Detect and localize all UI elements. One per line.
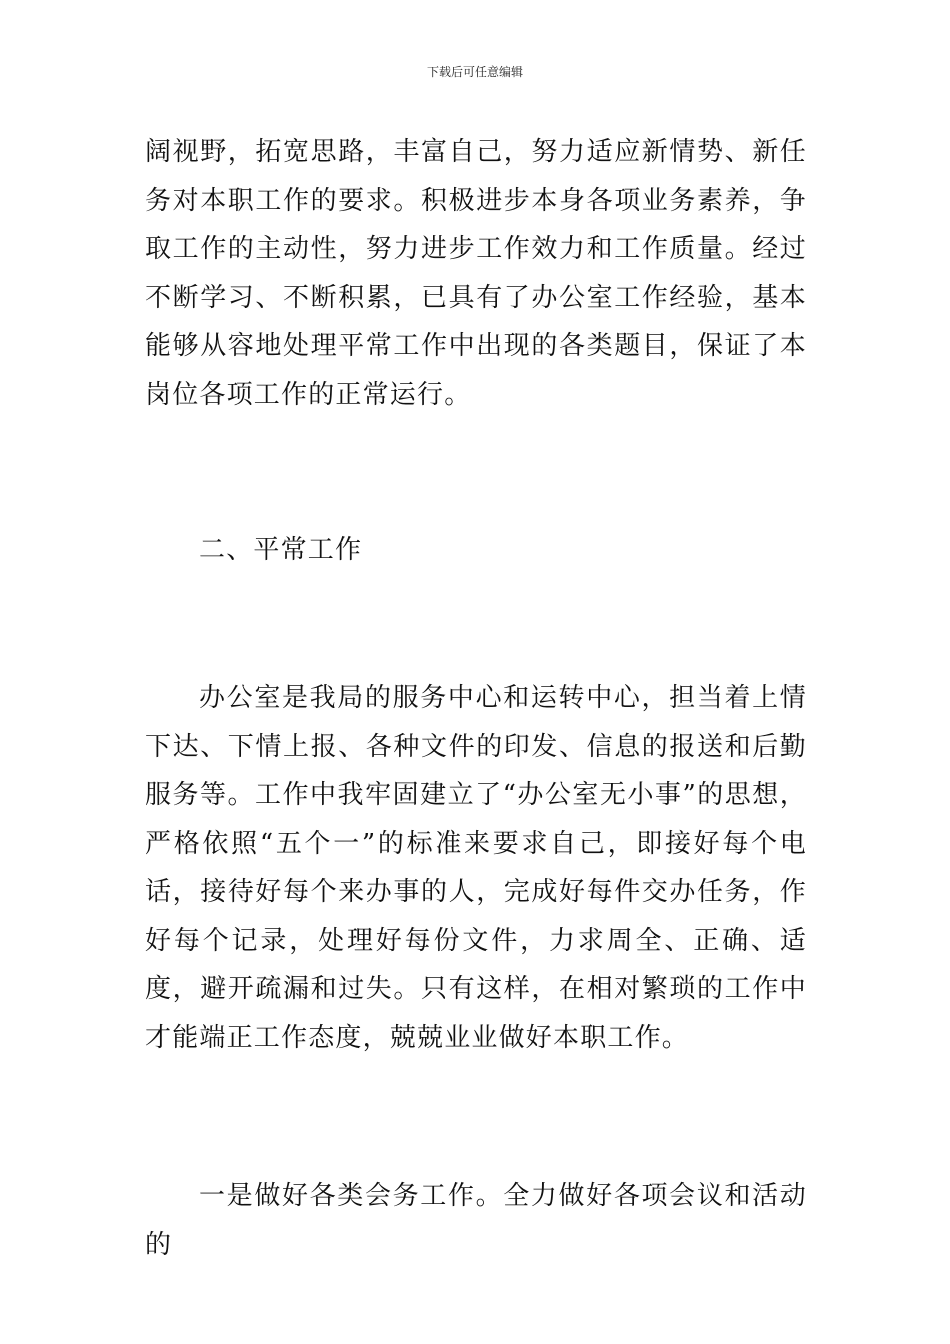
page-header: 下载后可任意编辑: [426, 65, 523, 79]
paragraph-meeting-work: 一是做好各类会务工作。全力做好各项会议和活动的: [145, 1181, 807, 1260]
paragraph-continuation: 阔视野，拓宽思路，丰富自己，努力适应新情势、新任务对本职工作的要求。积极进步本身各项业务素养，争取工作的主动性，努力进步工作效力和工作质量。经过不断学习、不断积累，已具有了办公室工作经验，基本能够从容地处理平常工作中出现的各类题目，保证了本岗位各项工作的正常运行。: [145, 137, 807, 410]
paragraph-office-duties: 办公室是我局的服务中心和运转中心，担当着上情下达、下情上报、各种文件的印发、信息的报送和后勤服务等。工作中我牢固建立了“办公室无小事”的思想，严格依照“五个一”的标准来要求自己，即接好每个电话，接待好每个来办事的人，完成好每件交办任务，作好每个记录，处理好每份文件，力求周全、正确、适度，避开疏漏和过失。只有这样，在相对繁琐的工作中才能端正工作态度，兢兢业业做好本职工作。: [145, 683, 807, 1053]
section-heading: 二、平常工作: [199, 535, 363, 565]
